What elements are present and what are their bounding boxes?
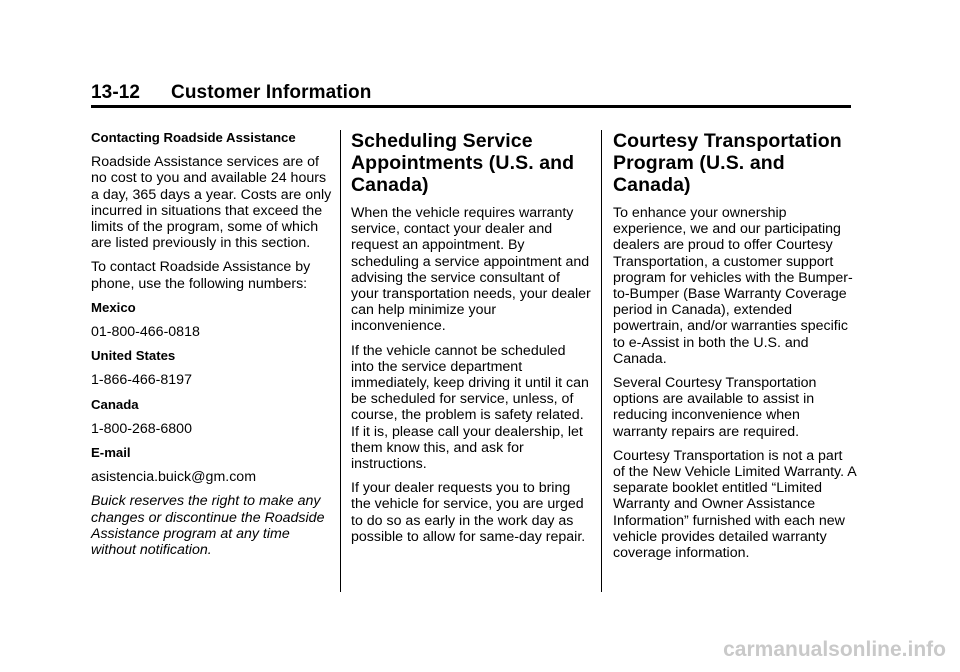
paragraph: Roadside Assistance services are of no cost to you and available 24 hours a day, 365 days a year. Costs are only incurred in situations that exceed the limits of the program, some of which are listed previously in this section. [91, 154, 332, 252]
paragraph: Courtesy Transportation is not a part of the New Vehicle Limited Warranty. A separate booklet entitled “Limited Warranty and Owner Assistance Information” furnished with each new vehicle provides detailed warranty coverage information. [613, 447, 856, 562]
contact-email: asistencia.buick@gm.com [91, 469, 257, 486]
watermark: carmanualsonline.info [723, 638, 946, 661]
paragraph: If your dealer requests you to bring the vehicle for service, you are urged to do so as early in the work day as possible to allow for same-day repair. [351, 480, 586, 545]
column-roadside-assistance [91, 130, 333, 566]
page-number: 13-12 [91, 82, 141, 103]
paragraph: To contact Roadside Assistance by phone, use the following numbers: [91, 259, 311, 292]
contact-phone-mexico: 01-800-466-0818 [91, 324, 200, 341]
heading-courtesy-transportation: Courtesy Transportation Program (U.S. and Canada) [613, 130, 842, 196]
column-divider [601, 130, 602, 592]
paragraph: To enhance your ownership experience, we and our participating dealers are proud to offer Courtesy Transportation, a customer support program for vehicles with the Bumper-to-Bumper (Base Warranty Coverage period in Canada), extended powertrain, and/or warranties specific to e-Assist in both the U.S. and Canada. [613, 205, 853, 367]
paragraph: Several Courtesy Transportation options are available to assist in reducing inconvenience when warranty repairs are required. [613, 375, 817, 440]
column-scheduling-service [351, 130, 591, 553]
contact-phone-united-states: 1-866-466-8197 [91, 372, 192, 389]
contact-label-united-states: United States [91, 348, 176, 364]
contact-label-canada: Canada [91, 396, 139, 412]
paragraph: When the vehicle requires warranty service, contact your dealer and request an appointment. By scheduling a service appointment and advising the service consultant of your transportation needs, your dealer can help minimize your inconvenience. [351, 205, 591, 335]
contact-label-mexico: Mexico [91, 299, 136, 315]
column-courtesy-transportation [613, 130, 856, 569]
disclaimer-note: Buick reserves the right to make any changes or discontinue the Roadside Assistance program at any time without notification. [91, 493, 325, 559]
subheading-contacting-roadside: Contacting Roadside Assistance [91, 130, 296, 145]
contact-phone-canada: 1-800-268-6800 [91, 420, 192, 437]
column-divider [340, 130, 341, 592]
heading-scheduling-service: Scheduling Service Appointments (U.S. and Canada) [351, 130, 575, 196]
section-title: Customer Information [171, 82, 372, 103]
contact-label-email: E-mail [91, 445, 131, 461]
page-header [91, 80, 851, 108]
paragraph: If the vehicle cannot be scheduled into the service department immediately, keep driving it until it can be scheduled for service, unless, of course, the problem is safety related. If it is, please call your dealership, let them know this, and ask for instructions. [351, 342, 589, 473]
